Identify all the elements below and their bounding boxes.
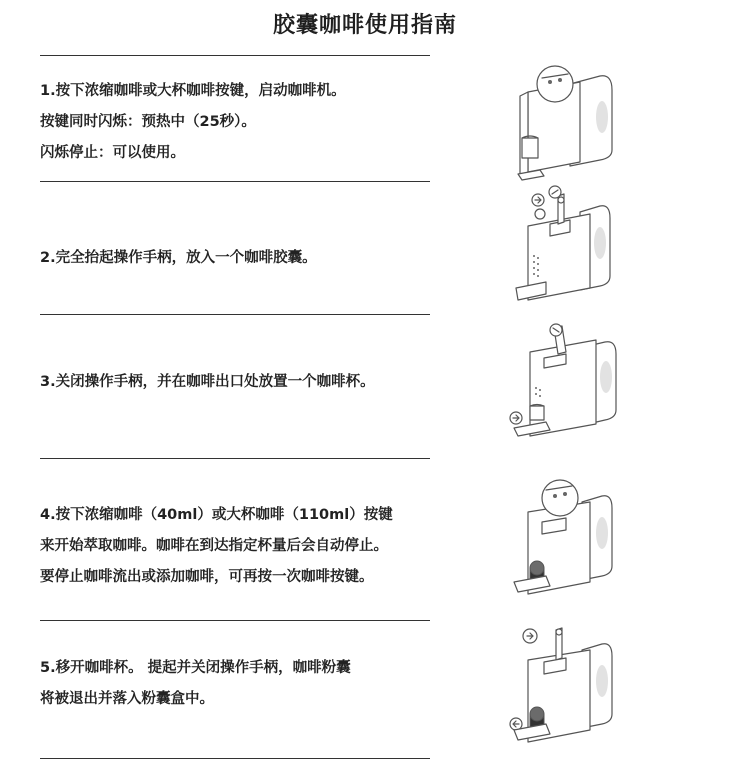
- step-1-text: [40, 76, 485, 169]
- step-1-line-3: 闪烁停止：可以使用。: [40, 145, 185, 161]
- machine-lever-up-capsule-icon: [500, 188, 630, 308]
- page-title: 胶囊咖啡使用指南: [272, 13, 457, 38]
- step-2-text: [40, 243, 485, 274]
- machine-button-zoom-icon: [500, 62, 630, 182]
- step-5-text: [40, 653, 485, 715]
- step-4-text: [40, 500, 485, 593]
- machine-eject-capsule-icon: [500, 626, 630, 746]
- step-3-line-1: 3.关闭操作手柄，并在咖啡出口处放置一个咖啡杯。: [40, 374, 375, 390]
- step-4-line-2: 来开始萃取咖啡。咖啡在到达指定杯量后会自动停止。: [40, 538, 388, 554]
- divider: [40, 758, 430, 759]
- step-3-text: [40, 367, 485, 398]
- machine-lever-down-cup-icon: [500, 322, 630, 442]
- step-1-line-2: 按键同时闪烁：预热中（25秒）。: [40, 114, 256, 130]
- divider: [40, 55, 430, 56]
- step-1-line-1: 1.按下浓缩咖啡或大杯咖啡按键，启动咖啡机。: [40, 83, 346, 99]
- step-5-line-2: 将被退出并落入粉囊盒中。: [40, 691, 214, 707]
- divider: [40, 458, 430, 459]
- step-4-line-3: 要停止咖啡流出或添加咖啡，可再按一次咖啡按键。: [40, 569, 374, 585]
- divider: [40, 181, 430, 182]
- step-4-line-1: 4.按下浓缩咖啡（40ml）或大杯咖啡（110ml）按键: [40, 507, 393, 523]
- divider: [40, 620, 430, 621]
- machine-brewing-icon: [500, 478, 630, 598]
- divider: [40, 314, 430, 315]
- step-5-line-1: 5.移开咖啡杯。 提起并关闭操作手柄，咖啡粉囊: [40, 660, 351, 676]
- step-2-line-1: 2.完全抬起操作手柄，放入一个咖啡胶囊。: [40, 250, 317, 266]
